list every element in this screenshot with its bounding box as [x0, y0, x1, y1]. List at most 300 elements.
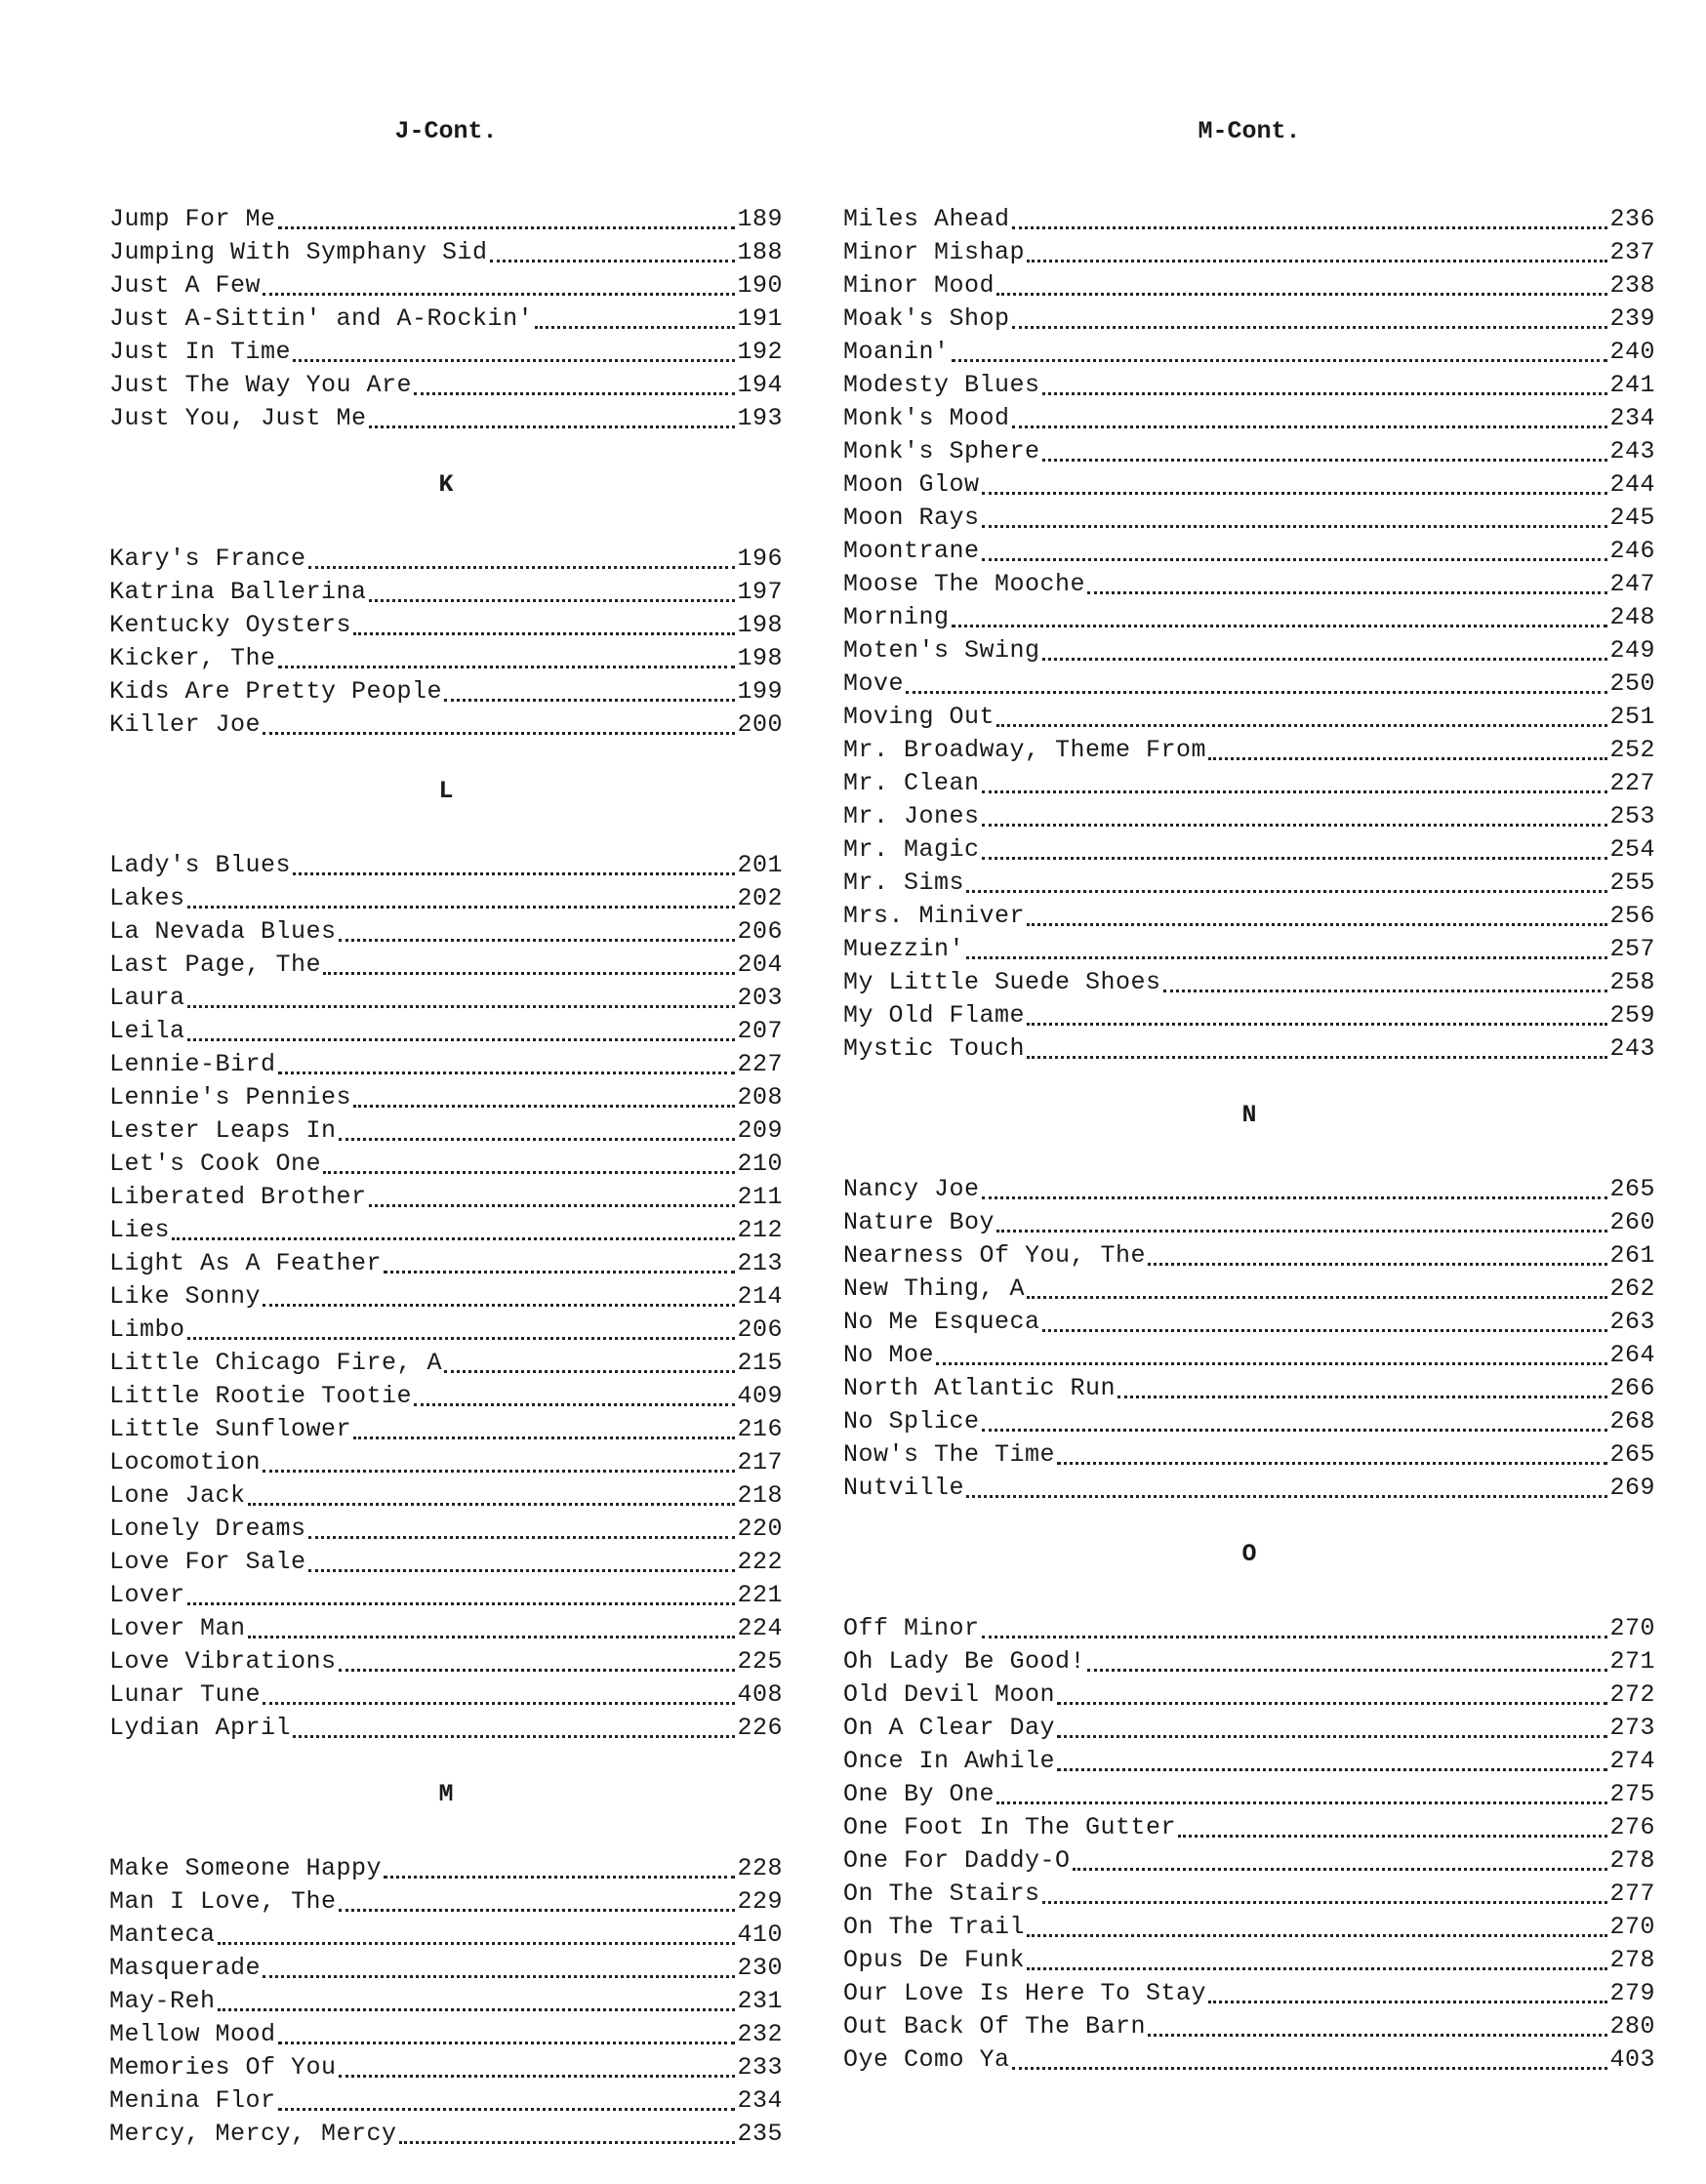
dot-leader [187, 1602, 736, 1605]
index-entry [109, 1114, 783, 1148]
dot-leader [384, 1271, 735, 1274]
index-entry [843, 867, 1655, 900]
dot-leader [1012, 2067, 1608, 2070]
dot-leader [278, 2042, 736, 2044]
dot-leader [414, 392, 735, 395]
dot-leader [996, 724, 1607, 727]
dot-leader [187, 1038, 736, 1041]
index-entry [843, 833, 1655, 867]
entry-title: No Splice [843, 1407, 980, 1436]
dot-leader [996, 293, 1607, 296]
entry-title: Mr. Broadway, Theme From [843, 736, 1207, 764]
index-entry [843, 535, 1655, 568]
dot-leader [323, 1171, 735, 1174]
entry-page-number: 260 [1609, 1208, 1655, 1236]
entry-page-number: 203 [737, 984, 783, 1012]
index-entry [843, 2010, 1655, 2043]
index-entry [843, 203, 1655, 236]
index-entry [109, 1214, 783, 1247]
entry-title: No Me Esqueca [843, 1308, 1040, 1336]
dot-leader [444, 699, 735, 702]
dot-leader [263, 1702, 735, 1705]
entry-title: La Nevada Blues [109, 917, 337, 946]
dot-leader [339, 939, 736, 942]
entry-title: Love For Sale [109, 1548, 306, 1576]
index-entry [843, 1206, 1655, 1239]
entry-title: Moose The Mooche [843, 570, 1086, 598]
dot-leader [263, 1975, 735, 1978]
dot-leader [353, 632, 735, 635]
dot-leader [278, 226, 736, 229]
index-entry [843, 1472, 1655, 1505]
index-entry [843, 303, 1655, 336]
entry-title: One For Daddy-O [843, 1846, 1071, 1875]
section-letter-k: K [438, 470, 454, 499]
index-entry [109, 982, 783, 1015]
entry-page-number: 259 [1609, 1001, 1655, 1030]
entry-title: Little Rootie Tootie [109, 1382, 413, 1410]
index-entry [109, 1678, 783, 1712]
entry-title: Little Chicago Fire, A [109, 1349, 443, 1377]
entry-page-number: 198 [737, 644, 783, 672]
entry-title: Lone Jack [109, 1481, 246, 1510]
entry-title: Miles Ahead [843, 205, 1010, 233]
dot-leader [1117, 1395, 1607, 1398]
index-entry [843, 1173, 1655, 1206]
entry-title: Lennie-Bird [109, 1050, 276, 1078]
index-entry [109, 1513, 783, 1546]
entry-page-number: 251 [1609, 703, 1655, 731]
entry-title: One Foot In The Gutter [843, 1813, 1177, 1841]
dot-leader [535, 326, 735, 329]
entry-title: Off Minor [843, 1614, 980, 1642]
dot-leader [1042, 1901, 1608, 1904]
entry-title: Light As A Feather [109, 1249, 383, 1277]
dot-leader [1012, 425, 1608, 428]
left-column [109, 115, 783, 2151]
index-entry [109, 2118, 783, 2151]
entry-title: Mr. Magic [843, 835, 980, 864]
dot-leader [1042, 459, 1608, 462]
index-entry [843, 336, 1655, 369]
entry-title: Muezzin' [843, 935, 965, 963]
dot-leader [263, 732, 735, 735]
entry-title: Nutville [843, 1474, 965, 1502]
dot-leader [1163, 990, 1608, 992]
entry-page-number: 193 [737, 404, 783, 432]
entry-title: North Atlantic Run [843, 1374, 1117, 1402]
entry-page-number: 255 [1609, 869, 1655, 897]
entry-page-number: 198 [737, 611, 783, 639]
index-entry [109, 642, 783, 675]
section-letter-l: L [438, 777, 454, 805]
entry-title: Jumping With Symphany Sid [109, 238, 488, 266]
dot-leader [982, 1196, 1608, 1199]
index-entry [109, 1048, 783, 1081]
dot-leader [996, 1801, 1607, 1804]
entry-page-number: 243 [1609, 1034, 1655, 1063]
dot-leader [952, 625, 1608, 627]
index-entry [843, 1612, 1655, 1645]
dot-leader [966, 890, 1607, 893]
entry-title: Just A-Sittin' and A-Rockin' [109, 304, 534, 333]
entry-page-number: 191 [737, 304, 783, 333]
index-entry [843, 236, 1655, 269]
index-entry [843, 966, 1655, 999]
dot-leader [1148, 1263, 1607, 1266]
dot-leader [906, 691, 1607, 694]
dot-leader [1057, 1702, 1607, 1705]
dot-leader [982, 1636, 1608, 1638]
entry-page-number: 279 [1609, 1979, 1655, 2007]
entry-page-number: 206 [737, 1315, 783, 1344]
entry-page-number: 245 [1609, 504, 1655, 532]
entry-title: My Old Flame [843, 1001, 1026, 1030]
entry-title: Menina Flor [109, 2086, 276, 2115]
index-entry [843, 1678, 1655, 1712]
dot-leader [1027, 923, 1607, 926]
section-letter-o: O [1241, 1540, 1257, 1568]
entry-title: My Little Suede Shoes [843, 968, 1161, 996]
index-entry [109, 1852, 783, 1885]
entry-title: Mercy, Mercy, Mercy [109, 2120, 397, 2148]
entry-title: On The Stairs [843, 1880, 1040, 1908]
entry-page-number: 192 [737, 338, 783, 366]
index-entry [843, 999, 1655, 1032]
index-entry [109, 336, 783, 369]
entry-page-number: 258 [1609, 968, 1655, 996]
entry-page-number: 233 [737, 2053, 783, 2082]
entry-page-number: 410 [737, 1921, 783, 1949]
entry-title: Nancy Joe [843, 1175, 980, 1203]
entry-page-number: 248 [1609, 603, 1655, 631]
entry-page-number: 257 [1609, 935, 1655, 963]
entry-title: Once In Awhile [843, 1747, 1056, 1775]
index-entry [843, 568, 1655, 601]
entry-title: Nearness Of You, The [843, 1241, 1147, 1270]
dot-leader [982, 558, 1608, 561]
dot-leader [353, 1436, 735, 1439]
entry-title: Mr. Sims [843, 869, 965, 897]
entry-title: Moten's Swing [843, 636, 1040, 665]
index-entry [109, 609, 783, 642]
index-entry [843, 1745, 1655, 1778]
index-entry [109, 1280, 783, 1314]
index-entry [843, 1911, 1655, 1944]
entry-title: Nature Boy [843, 1208, 995, 1236]
index-entry [109, 1413, 783, 1446]
dot-leader [308, 1569, 736, 1572]
entry-page-number: 264 [1609, 1341, 1655, 1369]
entry-title: Oye Como Ya [843, 2045, 1010, 2074]
entry-page-number: 408 [737, 1680, 783, 1709]
index-entry [843, 1273, 1655, 1306]
entry-page-number: 254 [1609, 835, 1655, 864]
entry-page-number: 234 [1609, 404, 1655, 432]
entry-title: Mrs. Miniver [843, 902, 1026, 930]
entry-title: Just A Few [109, 271, 262, 300]
dot-leader [414, 1403, 735, 1406]
entry-title: Moanin' [843, 338, 950, 366]
entry-title: Moon Glow [843, 470, 980, 499]
entry-page-number: 225 [737, 1647, 783, 1676]
entry-title: Lover [109, 1581, 185, 1609]
dot-leader [1208, 2001, 1607, 2003]
index-entry [109, 1446, 783, 1479]
entry-page-number: 190 [737, 271, 783, 300]
index-entry [843, 1944, 1655, 1977]
entry-page-number: 218 [737, 1481, 783, 1510]
dot-leader [323, 972, 735, 975]
index-entry [109, 1546, 783, 1579]
entry-page-number: 226 [737, 1714, 783, 1742]
index-entry [843, 1239, 1655, 1273]
entry-title: Mellow Mood [109, 2020, 276, 2048]
entry-page-number: 194 [737, 371, 783, 399]
entry-page-number: 265 [1609, 1175, 1655, 1203]
entry-title: Out Back Of The Barn [843, 2012, 1147, 2041]
entry-page-number: 273 [1609, 1714, 1655, 1742]
index-entry [843, 1438, 1655, 1472]
entry-page-number: 250 [1609, 669, 1655, 698]
entry-title: Moontrane [843, 537, 980, 565]
entry-page-number: 208 [737, 1083, 783, 1112]
dot-leader [308, 1536, 736, 1539]
index-entry [109, 1148, 783, 1181]
entry-title: Moak's Shop [843, 304, 1010, 333]
dot-leader [982, 857, 1608, 860]
dot-leader [263, 1304, 735, 1307]
entry-page-number: 277 [1609, 1880, 1655, 1908]
entry-title: Locomotion [109, 1448, 262, 1476]
entry-page-number: 247 [1609, 570, 1655, 598]
entry-title: Moving Out [843, 703, 995, 731]
entry-title: Make Someone Happy [109, 1854, 383, 1882]
index-entry [109, 1645, 783, 1678]
index-entry [843, 269, 1655, 303]
dot-leader [339, 1669, 736, 1672]
dot-leader [353, 1105, 735, 1108]
entry-page-number: 202 [737, 884, 783, 912]
entry-page-number: 201 [737, 851, 783, 879]
entry-page-number: 256 [1609, 902, 1655, 930]
entry-title: Jump For Me [109, 205, 276, 233]
section-letter-n: N [1241, 1101, 1257, 1129]
entry-page-number: 200 [737, 710, 783, 739]
dot-leader [187, 1337, 736, 1340]
entry-title: Lover Man [109, 1614, 246, 1642]
entry-page-number: 230 [737, 1954, 783, 1982]
entry-page-number: 209 [737, 1116, 783, 1145]
index-entry [843, 1778, 1655, 1811]
entry-title: Just The Way You Are [109, 371, 413, 399]
entry-page-number: 207 [737, 1017, 783, 1045]
entry-title: Modesty Blues [843, 371, 1040, 399]
index-entry [843, 800, 1655, 833]
dot-leader [187, 1005, 736, 1008]
dot-leader [293, 359, 735, 362]
index-entry [109, 1479, 783, 1513]
entry-title: Just In Time [109, 338, 292, 366]
entry-title: Katrina Ballerina [109, 578, 367, 606]
entry-page-number: 214 [737, 1282, 783, 1311]
index-entry [843, 634, 1655, 667]
entry-title: Now's The Time [843, 1440, 1056, 1469]
entry-title: Old Devil Moon [843, 1680, 1056, 1709]
index-entry [109, 882, 783, 915]
column-heading: M-Cont. [1198, 117, 1301, 145]
entry-page-number: 240 [1609, 338, 1655, 366]
entry-title: Kary's France [109, 545, 306, 573]
entry-title: Lester Leaps In [109, 1116, 337, 1145]
entry-page-number: 278 [1609, 1946, 1655, 1974]
entry-title: Move [843, 669, 905, 698]
index-entry [109, 1919, 783, 1952]
index-entry [843, 402, 1655, 435]
dot-leader [172, 1237, 735, 1240]
index-entry [843, 933, 1655, 966]
dot-leader [982, 525, 1608, 528]
dot-leader [966, 956, 1607, 959]
entry-page-number: 237 [1609, 238, 1655, 266]
dot-leader [1178, 1835, 1607, 1838]
entry-page-number: 224 [737, 1614, 783, 1642]
entry-page-number: 278 [1609, 1846, 1655, 1875]
entry-page-number: 220 [737, 1515, 783, 1543]
dot-leader [1012, 326, 1608, 329]
index-entry [109, 1579, 783, 1612]
right-column [843, 115, 1655, 2077]
entry-title: Kids Are Pretty People [109, 677, 443, 706]
entry-page-number: 263 [1609, 1308, 1655, 1336]
entry-title: May-Reh [109, 1987, 216, 2015]
entry-page-number: 213 [737, 1249, 783, 1277]
entry-title: Last Page, The [109, 950, 322, 979]
dot-leader [952, 359, 1608, 362]
index-entry [109, 236, 783, 269]
index-entry [843, 2043, 1655, 2077]
index-entry [109, 915, 783, 949]
entry-page-number: 228 [737, 1854, 783, 1882]
dot-leader [369, 599, 736, 602]
entry-page-number: 243 [1609, 437, 1655, 465]
entry-title: On The Trail [843, 1913, 1026, 1941]
entry-title: Lennie's Pennies [109, 1083, 352, 1112]
entry-page-number: 231 [737, 1987, 783, 2015]
entry-page-number: 234 [737, 2086, 783, 2115]
dot-leader [490, 260, 736, 263]
entry-title: Man I Love, The [109, 1887, 337, 1916]
index-entry [843, 1977, 1655, 2010]
entry-title: Lady's Blues [109, 851, 292, 879]
dot-leader [293, 1735, 735, 1738]
dot-leader [218, 1942, 736, 1945]
index-entry [109, 1985, 783, 2018]
dot-leader [278, 2108, 736, 2111]
entry-page-number: 216 [737, 1415, 783, 1443]
entry-title: Mr. Clean [843, 769, 980, 797]
entry-page-number: 270 [1609, 1913, 1655, 1941]
dot-leader [1027, 1023, 1607, 1026]
dot-leader [1042, 1329, 1608, 1332]
entry-page-number: 280 [1609, 2012, 1655, 2041]
index-entry [109, 2084, 783, 2118]
entry-page-number: 270 [1609, 1614, 1655, 1642]
dot-leader [339, 1138, 736, 1141]
dot-leader [399, 2141, 736, 2144]
entry-page-number: 215 [737, 1349, 783, 1377]
index-entry [843, 468, 1655, 502]
dot-leader [982, 790, 1608, 793]
entry-title: Memories Of You [109, 2053, 337, 2082]
entry-page-number: 229 [737, 1887, 783, 1916]
dot-leader [263, 293, 735, 296]
entry-title: Kicker, The [109, 644, 276, 672]
entry-page-number: 272 [1609, 1680, 1655, 1709]
entry-page-number: 211 [737, 1183, 783, 1211]
entry-page-number: 227 [1609, 769, 1655, 797]
index-entry [109, 576, 783, 609]
dot-leader [187, 906, 736, 909]
index-entry [109, 369, 783, 402]
dot-leader [1057, 1735, 1607, 1738]
entry-page-number: 271 [1609, 1647, 1655, 1676]
dot-leader [982, 1429, 1608, 1432]
index-entry [843, 601, 1655, 634]
dot-leader [278, 1072, 736, 1074]
entry-page-number: 238 [1609, 271, 1655, 300]
index-entry [843, 1878, 1655, 1911]
dot-leader [1027, 1296, 1607, 1299]
entry-page-number: 221 [737, 1581, 783, 1609]
dot-leader [936, 1362, 1607, 1365]
index-entry [843, 1306, 1655, 1339]
dot-leader [369, 1204, 736, 1207]
entry-page-number: 210 [737, 1150, 783, 1178]
index-entry [109, 303, 783, 336]
entry-title: Limbo [109, 1315, 185, 1344]
index-entry [843, 435, 1655, 468]
entry-page-number: 239 [1609, 304, 1655, 333]
column-heading: J-Cont. [394, 117, 498, 145]
entry-title: Our Love Is Here To Stay [843, 1979, 1207, 2007]
entry-page-number: 253 [1609, 802, 1655, 830]
entry-title: Love Vibrations [109, 1647, 337, 1676]
dot-leader [1057, 1462, 1607, 1465]
entry-page-number: 235 [737, 2120, 783, 2148]
entry-title: Like Sonny [109, 1282, 262, 1311]
dot-leader [1087, 591, 1607, 594]
dot-leader [444, 1370, 735, 1373]
entry-page-number: 276 [1609, 1813, 1655, 1841]
index-entry [109, 1015, 783, 1048]
index-entry [843, 667, 1655, 701]
entry-page-number: 246 [1609, 537, 1655, 565]
entry-page-number: 197 [737, 578, 783, 606]
entry-title: One By One [843, 1780, 995, 1808]
index-entry [109, 675, 783, 708]
entry-title: Lydian April [109, 1714, 292, 1742]
entry-page-number: 222 [737, 1548, 783, 1576]
dot-leader [1148, 2034, 1607, 2037]
index-entry [109, 1885, 783, 1919]
entry-title: Minor Mood [843, 271, 995, 300]
index-entry [109, 269, 783, 303]
dot-leader [1027, 1967, 1607, 1970]
dot-leader [293, 872, 735, 875]
entry-title: Lakes [109, 884, 185, 912]
entry-page-number: 266 [1609, 1374, 1655, 1402]
